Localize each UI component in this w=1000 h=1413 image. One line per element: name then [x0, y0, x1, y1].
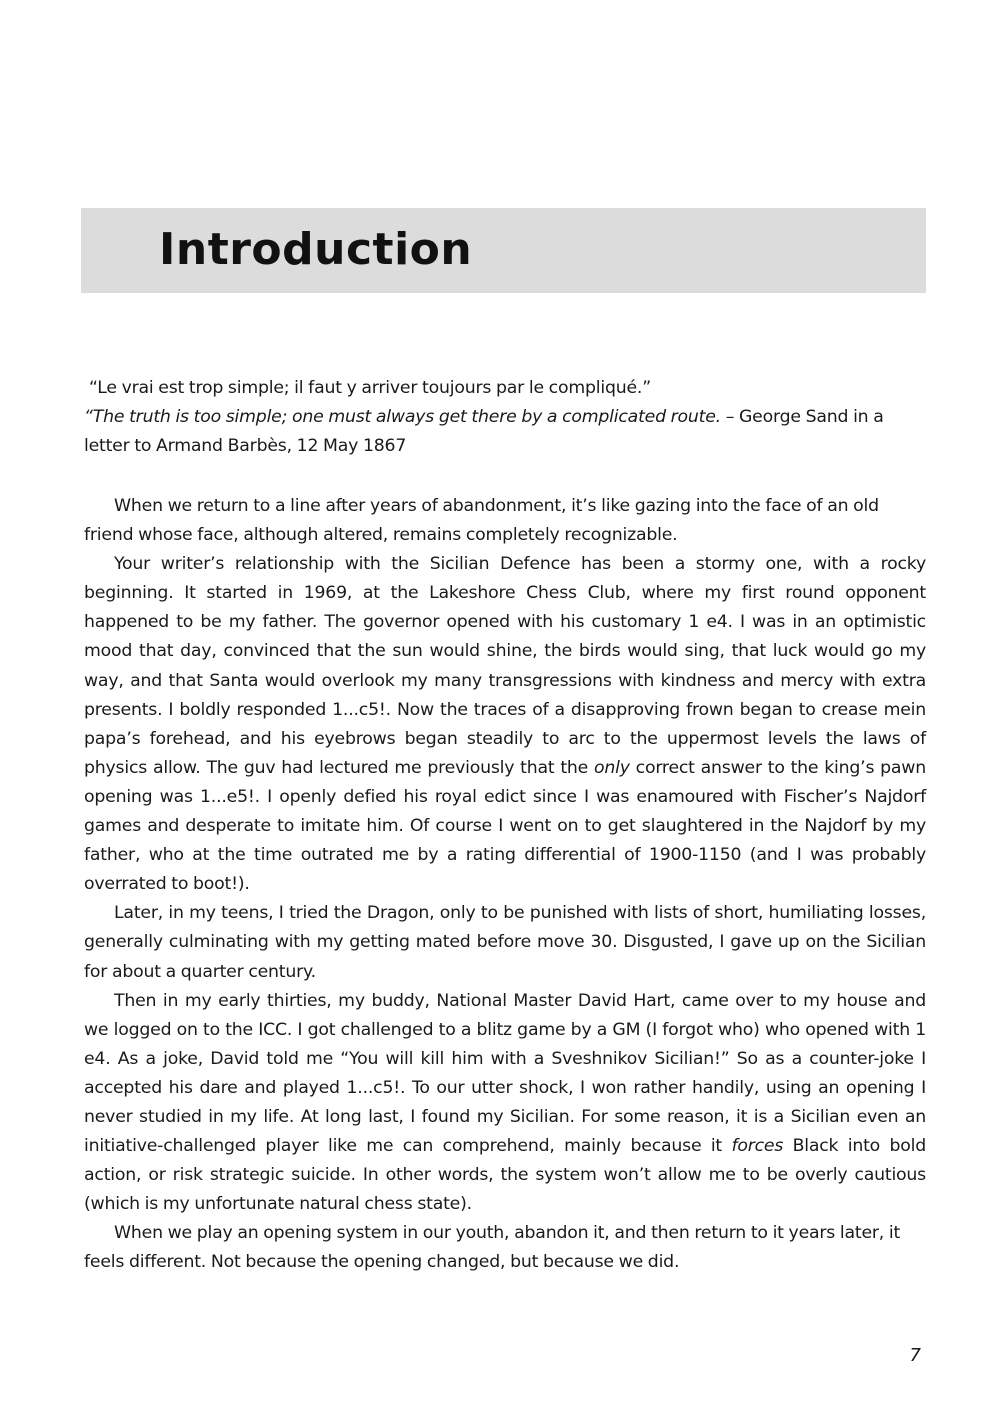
- page-number: 7: [909, 1345, 921, 1366]
- chapter-title: Introduction: [159, 224, 473, 275]
- paragraph-4-emphasis: forces: [731, 1136, 784, 1157]
- paragraph-2: [84, 550, 926, 899]
- paragraph-5: When we play an opening system in our youth, abandon it, and then return to it years later, it feels different. Not because the opening changed, but because we did.: [84, 1223, 901, 1273]
- epigraph-original: “Le vrai est trop simple; il faut y arriver toujours par le compliqué.”: [89, 378, 651, 398]
- paragraph-1: When we return to a line after years of abandonment, it’s like gazing into the face of an old friend whose face, although altered, remains completely recognizable.: [84, 496, 879, 546]
- paragraph-2-emphasis: only: [593, 757, 630, 778]
- chapter-banner: [81, 208, 926, 293]
- paragraph-2-start: Your writer’s relationship with the Sicilian Defence has been a stormy one, with a rocky beginning. It started in 1969, at the Lakeshore Chess Club, where my first round opponent happened to be my father. The governor opened with his customary 1 e4. I was in an optimistic mood that day, convinced that the sun would shine, the birds would sing, that luck would go my way, and that Santa would overlook my many transgressions with kindness and mercy with extra presents. I boldly responded 1...c5!. Now the traces of a disapproving frown began to crease mein papa’s forehead, and his eyebrows began steadily to arc to the uppermost levels the laws of physics allow. The guv had lectured me previously that the: [84, 554, 926, 778]
- paragraph-4: [84, 987, 926, 1220]
- epigraph-translation: “The truth is too simple; one must always get there by a complicated route.: [84, 407, 721, 428]
- body-text: [84, 492, 926, 1278]
- epigraph-translation-line: [84, 403, 926, 461]
- epigraph: [84, 374, 926, 461]
- paragraph-2-end: correct answer to the king’s pawn opening was 1...e5!. I openly defied his royal edict since I was enamoured with Fischer’s Najdorf games and desperate to imitate him. Of course I went on to get slaughtered in the Najdorf by my father, who at the time outrated me by a rating differential of 1900-1150 (and I was probably overrated to boot!).: [84, 757, 926, 895]
- epigraph-attribution: – George Sand in a letter to Armand Barbès, 12 May 1867: [84, 407, 884, 457]
- paragraph-4-end: Black into bold action, or risk strategic suicide. In other words, the system won’t allow me to be overly cautious (which is my unfortunate natural chess state).: [84, 1136, 927, 1215]
- paragraph-4-start: Then in my early thirties, my buddy, National Master David Hart, came over to my house and we logged on to the ICC. I got challenged to a blitz game by a GM (I forgot who) who opened with 1 e4. As a joke, David told me “You will kill him with a Sveshnikov Sicilian!” So as a counter-joke I accepted his dare and played 1...c5!. To our utter shock, I won rather handily, using an opening I never studied in my life. At long last, I found my Sicilian. For some reason, it is a Sicilian even an initiative-challenged player like me can comprehend, mainly because it: [84, 990, 926, 1157]
- paragraph-3: Later, in my teens, I tried the Dragon, only to be punished with lists of short, humiliating losses, generally culminating with my getting mated before move 30. Disgusted, I gave up on the Sicilian for about a quarter century.: [84, 903, 926, 982]
